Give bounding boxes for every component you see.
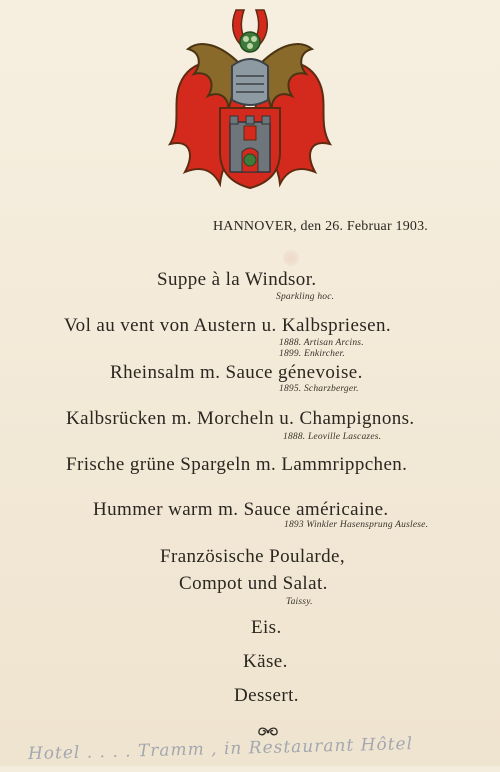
paper-stain xyxy=(283,250,299,266)
course-3-dish: Rheinsalm m. Sauce génevoise. xyxy=(110,362,363,383)
course-7-dish-line-2: Compot und Salat. xyxy=(179,573,328,594)
coat-of-arms-icon xyxy=(160,4,340,190)
fleuron-icon xyxy=(257,723,279,735)
handwritten-note: Hotel . . . . Tramm , in Restaurant Hôtel xyxy=(27,734,414,765)
course-6-dish: Hummer warm m. Sauce américaine. xyxy=(93,499,389,520)
course-2-wine-2: 1899. Enkircher. xyxy=(279,349,345,359)
course-3-wine: 1895. Scharzberger. xyxy=(279,384,359,394)
date-line: HANNOVER, den 26. Februar 1903. xyxy=(213,219,429,234)
course-5-dish: Frische grüne Spargeln m. Lammrippchen. xyxy=(66,454,408,475)
course-2-wine-1: 1888. Artisan Arcins. xyxy=(279,338,364,348)
course-4-wine: 1888. Leoville Lascazes. xyxy=(283,432,382,442)
course-10-dish: Dessert. xyxy=(234,685,299,706)
course-1-dish: Suppe à la Windsor. xyxy=(157,269,317,290)
course-1-wine: Sparkling hoc. xyxy=(276,292,335,302)
course-2-dish: Vol au vent von Austern u. Kalbspriesen. xyxy=(64,315,391,336)
course-6-wine: 1893 Winkler Hasensprung Auslese. xyxy=(284,520,429,530)
course-9-dish: Käse. xyxy=(243,651,288,672)
course-7-dish-line-1: Französische Poularde, xyxy=(160,546,346,567)
crest-graphic xyxy=(160,4,340,190)
course-4-dish: Kalbsrücken m. Morcheln u. Champignons. xyxy=(66,408,415,429)
course-8-dish: Eis. xyxy=(251,617,282,638)
course-7-wine: Taissy. xyxy=(286,597,313,607)
